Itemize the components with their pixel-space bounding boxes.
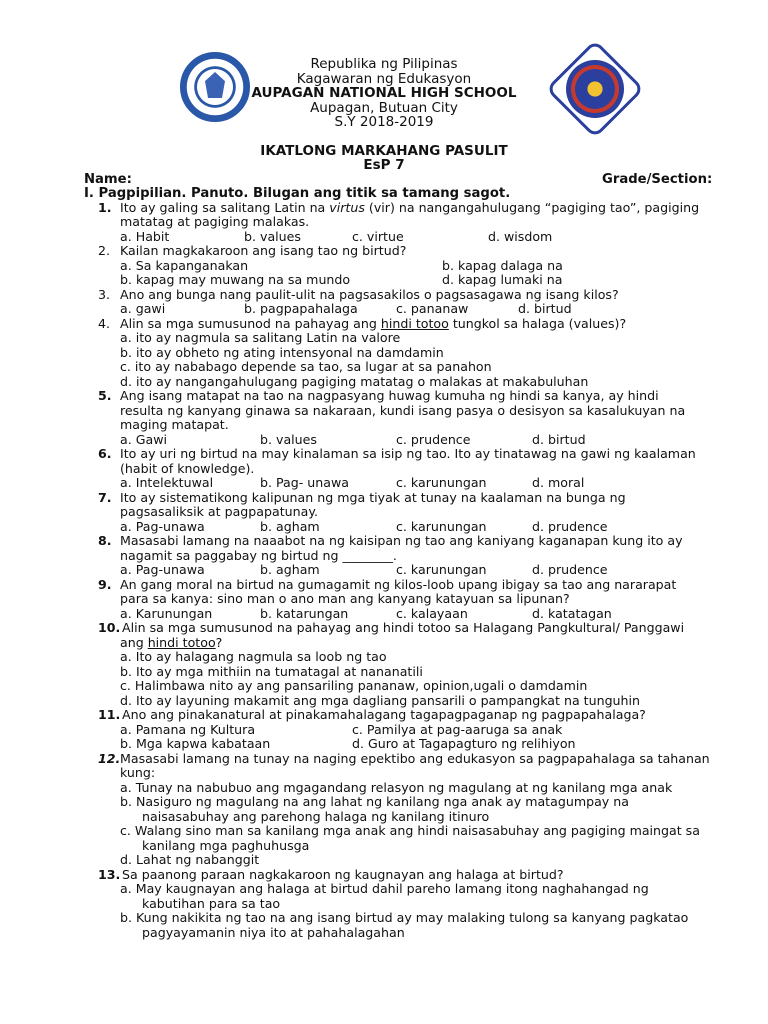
q4-choice-d[interactable]: d. ito ay nangangahulugang pagiging matatag o malakas at makabuluhan xyxy=(120,374,589,389)
q12-stem: Masasabi lamang na tunay na naging epektibo ang edukasyon sa pagpapahalaga sa tahanan xyxy=(120,751,710,766)
header-sy: S.Y 2018-2019 xyxy=(334,114,434,130)
q4-number: 4. xyxy=(98,316,111,331)
q1-stem-cont: matatag at pagiging malakas. xyxy=(120,214,310,229)
q7-choice-b[interactable]: b. agham xyxy=(260,519,320,534)
q6-number: 6. xyxy=(98,446,112,461)
q9-choice-b[interactable]: b. katarungan xyxy=(260,606,349,621)
name-label: Name: xyxy=(84,172,132,187)
q7-stem-cont: pagsasaliksik at pagpapatunay. xyxy=(120,504,318,519)
q2-choice-c[interactable]: b. kapag may muwang na sa mundo xyxy=(120,272,351,287)
q4-choice-b[interactable]: b. ito ay obheto ng ating intensyonal na damdamin xyxy=(120,345,444,360)
q7-choice-a[interactable]: a. Pag-unawa xyxy=(120,519,205,534)
q8-choice-a[interactable]: a. Pag-unawa xyxy=(120,562,205,577)
q10-choice-c[interactable]: c. Halimbawa nito ay ang pansariling pananaw, opinion,ugali o damdamin xyxy=(120,678,588,693)
q7-number: 7. xyxy=(98,490,112,505)
q13-choice-b-cont: pagyayamanin niya ito at pahahalagahan xyxy=(142,925,405,940)
q8-choice-b[interactable]: b. agham xyxy=(260,562,320,577)
q11-choice-a[interactable]: a. Pamana ng Kultura xyxy=(120,722,256,737)
q1-choice-c[interactable]: c. virtue xyxy=(352,229,404,244)
q9-number: 9. xyxy=(98,577,112,592)
q1-choice-b[interactable]: b. values xyxy=(244,229,301,244)
q5-number: 5. xyxy=(98,388,112,403)
q5-choice-a[interactable]: a. Gawi xyxy=(120,432,167,447)
q5-choice-b[interactable]: b. values xyxy=(260,432,317,447)
q9-stem: An gang moral na birtud na gumagamit ng kilos-loob upang ibigay sa tao ang nararapat xyxy=(120,577,677,592)
q5-stem: Ang isang matapat na tao na nagpasyang huwag kumuha ng hindi sa kanya, ay hindi xyxy=(120,388,659,403)
q4-choice-c[interactable]: c. ito ay nababago depende sa tao, sa lugar at sa panahon xyxy=(120,359,492,374)
q10-number: 10. xyxy=(98,620,121,635)
q9-choice-a[interactable]: a. Karunungan xyxy=(120,606,213,621)
q3-number: 3. xyxy=(98,287,111,302)
q2-choice-a[interactable]: a. Sa kapanganakan xyxy=(120,258,249,273)
q12-choice-b-cont: naisasabuhay ang parehong halaga ng kanilang itinuro xyxy=(142,809,490,824)
q7-choice-c[interactable]: c. karunungan xyxy=(396,519,487,534)
q10-choice-b[interactable]: b. Ito ay mga mithiin na tumatagal at nananatili xyxy=(120,664,423,679)
q13-number: 13. xyxy=(98,867,121,882)
q12-choice-d[interactable]: d. Lahat ng nabanggit xyxy=(120,852,260,867)
q8-stem-cont: nagamit sa paggabay ng birtud ng ________. xyxy=(120,548,397,563)
q6-choice-c[interactable]: c. karunungan xyxy=(396,475,487,490)
header-republic: Republika ng Pilipinas xyxy=(310,56,458,72)
q5-choice-c[interactable]: c. prudence xyxy=(396,432,471,447)
q10-choice-d[interactable]: d. Ito ay layuning makamit ang mga dagliang pansarili o pampangkat na tunguhin xyxy=(120,693,641,708)
q6-stem: Ito ay uri ng birtud na may kinalaman sa isip ng tao. Ito ay tinatawag na gawi ng kaalaman xyxy=(120,446,696,461)
q9-choice-c[interactable]: c. kalayaan xyxy=(396,606,468,621)
section-instructions: I. Pagpipilian. Panuto. Bilugan ang titik sa tamang sagot. xyxy=(84,186,511,201)
q3-choice-b[interactable]: b. pagpapahalaga xyxy=(244,301,358,316)
q12-choice-c[interactable]: c. Walang sino man sa kanilang mga anak ang hindi naisasabuhay ang pagiging maingat sa xyxy=(120,823,700,838)
q9-stem-cont: para sa kanya: sino man o ano man ang kanyang katayuan sa lipunan? xyxy=(120,591,570,606)
q3-choice-c[interactable]: c. pananaw xyxy=(396,301,469,316)
grade-section-label: Grade/Section: xyxy=(602,172,713,187)
q13-choice-b[interactable]: b. Kung nakikita ng tao na ang isang birtud ay may malaking tulong sa kanyang pagkatao xyxy=(120,910,689,925)
q1-number: 1. xyxy=(98,200,112,215)
q10-stem: Alin sa mga sumusunod na pahayag ang hindi totoo sa Halagang Pangkultural/ Panggawi xyxy=(122,620,685,635)
q6-choice-a[interactable]: a. Intelektuwal xyxy=(120,475,214,490)
q1-stem: Ito ay galing sa salitang Latin na virtus (vir) na nangangahulugang “pagiging tao”, pagiging xyxy=(120,200,700,215)
q3-choice-a[interactable]: a. gawi xyxy=(120,301,166,316)
q13-stem: Sa paanong paraan nagkakaroon ng kaugnayan ang halaga at birtud? xyxy=(122,867,564,882)
q1-choice-a[interactable]: a. Habit xyxy=(120,229,170,244)
q10-choice-a[interactable]: a. Ito ay halagang nagmula sa loob ng tao xyxy=(120,649,387,664)
exam-subject: EsP 7 xyxy=(363,157,405,173)
q12-choice-c-cont: kanilang mga paghuhusga xyxy=(142,838,310,853)
q8-choice-d[interactable]: d. prudence xyxy=(532,562,608,577)
q5-choice-d[interactable]: d. birtud xyxy=(532,432,586,447)
header-address: Aupagan, Butuan City xyxy=(310,100,458,116)
q6-stem-cont: (habit of knowledge). xyxy=(120,461,255,476)
q12-number: 12. xyxy=(98,751,121,766)
q11-choice-d[interactable]: d. Guro at Tagapagturo ng relihiyon xyxy=(352,736,576,751)
q4-choice-a[interactable]: a. ito ay nagmula sa salitang Latin na valore xyxy=(120,330,401,345)
q5-stem-cont1: resulta ng kanyang ginawa sa nakaraan, kundi isang pasya o desisyon sa kasalukuyan na xyxy=(120,403,686,418)
q12-choice-b[interactable]: b. Nasiguro ng magulang na ang lahat ng kanilang nga anak ay matagumpay na xyxy=(120,794,629,809)
q7-stem: Ito ay sistematikong kalipunan ng mga tiyak at tunay na kaalaman na bunga ng xyxy=(120,490,626,505)
q11-choice-c[interactable]: c. Pamilya at pag-aaruga sa anak xyxy=(352,722,563,737)
q12-choice-a[interactable]: a. Tunay na nabubuo ang mgagandang relasyon ng magulang at ng kanilang mga anak xyxy=(120,780,673,795)
q11-number: 11. xyxy=(98,707,121,722)
q8-choice-c[interactable]: c. karunungan xyxy=(396,562,487,577)
q3-stem: Ano ang bunga nang paulit-ulit na pagsasakilos o pagsasagawa ng isang kilos? xyxy=(120,287,619,302)
q10-stem-cont: ang hindi totoo? xyxy=(120,635,223,650)
q1-choice-d[interactable]: d. wisdom xyxy=(488,229,553,244)
q11-choice-b[interactable]: b. Mga kapwa kabataan xyxy=(120,736,271,751)
q2-choice-d[interactable]: d. kapag lumaki na xyxy=(442,272,563,287)
q8-number: 8. xyxy=(98,533,112,548)
q11-stem: Ano ang pinakanatural at pinakamahalagang tagapagpaganap ng pagpapahalaga? xyxy=(122,707,646,722)
q7-choice-d[interactable]: d. prudence xyxy=(532,519,608,534)
q13-choice-a-cont: kabutihan para sa tao xyxy=(142,896,281,911)
q8-stem: Masasabi lamang na naaabot na ng kaisipan ng tao ang kaniyang kaganapan kung ito ay xyxy=(120,533,683,548)
q2-stem: Kailan magkakaroon ang isang tao ng birtud? xyxy=(120,243,407,258)
q13-choice-a[interactable]: a. May kaugnayan ang halaga at birtud dahil pareho lamang itong naghahangad ng xyxy=(120,881,649,896)
exam-title: IKATLONG MARKAHANG PASULIT xyxy=(260,143,508,159)
header-school: AUPAGAN NATIONAL HIGH SCHOOL xyxy=(251,85,517,101)
q6-choice-b[interactable]: b. Pag- unawa xyxy=(260,475,349,490)
q3-choice-d[interactable]: d. birtud xyxy=(518,301,572,316)
header-department: Kagawaran ng Edukasyon xyxy=(296,71,472,87)
q4-stem: Alin sa mga sumusunod na pahayag ang hindi totoo tungkol sa halaga (values)? xyxy=(120,316,627,331)
q6-choice-d[interactable]: d. moral xyxy=(532,475,585,490)
q2-number: 2. xyxy=(98,243,111,258)
q9-choice-d[interactable]: d. katatagan xyxy=(532,606,612,621)
q12-stem-cont: kung: xyxy=(120,765,156,780)
q5-stem-cont2: maging matapat. xyxy=(120,417,229,432)
q2-choice-b[interactable]: b. kapag dalaga na xyxy=(442,258,563,273)
